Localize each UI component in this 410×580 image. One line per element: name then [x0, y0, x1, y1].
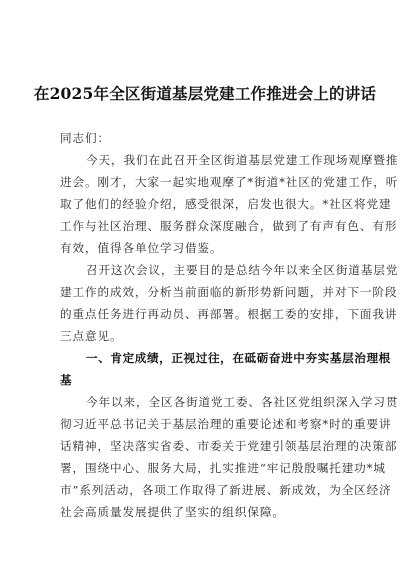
paragraph-3-line-2: 彻习近平总书记关于基层治理的重要论述和考察*时的重要讲: [60, 417, 392, 431]
paragraph-1-line-3: 取了他们的经验介绍，感受很深，启发也很大。*社区将党建: [60, 197, 392, 211]
paragraph-1-line-4: 工作与社区治理、服务群众深度融合，做到了有声有色、有形: [60, 219, 398, 233]
paragraph-3-line-3: 话精神，坚决落实省委、市委关于党建引领基层治理的决策部: [60, 439, 398, 453]
section-heading-1-line-2: 基: [60, 373, 73, 387]
paragraph-3-line-6: 社会高质量发展提供了坚实的组织保障。: [60, 505, 285, 519]
document-title: 在2025年全区街道基层党建工作推进会上的讲话: [33, 84, 377, 103]
paragraph-1-line-2: 进会。刚才，大家一起实地观摩了*街道*社区的党建工作，听: [60, 175, 399, 189]
section-heading-1-line-1: 一、肯定成绩，正视过往，在砥砺奋进中夯实基层治理根: [86, 351, 391, 365]
paragraph-2-line-1: 召开这次会议，主要目的是总结今年以来全区街道基层党: [86, 263, 399, 277]
paragraph-3-line-4: 署，围绕中心、服务大局，扎实推进“牢记殷殷嘱托建功*城: [60, 461, 386, 475]
paragraph-3-line-1: 今年以来，全区各街道党工委、各社区党组织深入学习贯: [86, 395, 399, 409]
paragraph-1-line-1: 今天，我们在此召开全区街道基层党建工作现场观摩暨推: [86, 153, 399, 167]
paragraph-2-line-2: 建工作的成效，分析当前面临的新形势新问题，并对下一阶段: [60, 285, 398, 299]
paragraph-2-line-4: 三点意见。: [60, 329, 123, 343]
paragraph-2-line-3: 的重点任务进行再动员、再部署。根据工委的安排，下面我讲: [60, 307, 398, 321]
paragraph-1-line-5: 有效，值得各单位学习借鉴。: [60, 241, 223, 255]
paragraph-3-line-5: 市”系列活动，各项工作取得了新进展、新成效，为全区经济: [60, 483, 392, 497]
greeting: 同志们：: [60, 131, 110, 145]
